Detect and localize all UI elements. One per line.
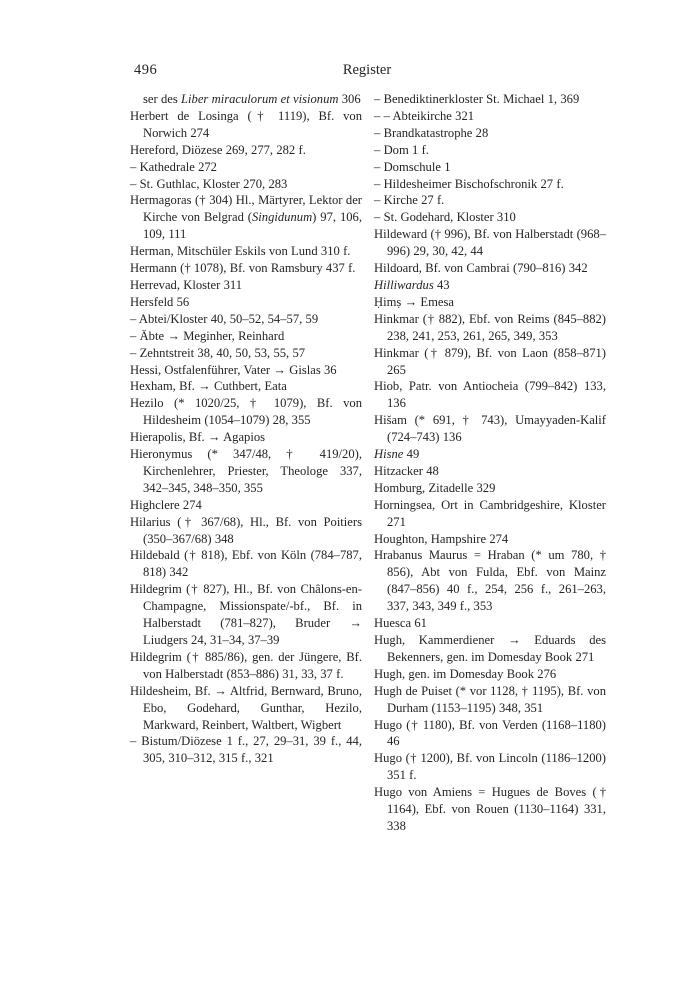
entry-text: Herman, Mitschüler Eskils von Lund 310 f. bbox=[130, 244, 351, 259]
index-entry bbox=[130, 395, 362, 429]
entry-text: Hugo von Amiens = Hugues de Boves († 1164), Ebf. von Rouen (1130–1164) 331, 338 bbox=[374, 785, 606, 833]
index-entry bbox=[374, 226, 606, 260]
index-entry bbox=[130, 176, 362, 193]
entry-text: Hitzacker 48 bbox=[374, 463, 439, 478]
index-entry bbox=[130, 142, 362, 159]
entry-text: Hildebald († 818), Ebf. von Köln (784–787, 818) 342 bbox=[130, 548, 362, 580]
entry-text: Homburg, Zitadelle 329 bbox=[374, 480, 496, 495]
index-entry bbox=[130, 277, 362, 294]
entry-text: Hildegrim († 885/86), gen. der Jüngere, Bf. von Halberstadt (853–886) 31, 33, 37 f. bbox=[130, 649, 362, 681]
index-entry bbox=[374, 463, 606, 480]
entry-text: Highclere 274 bbox=[130, 497, 202, 512]
index-entry bbox=[130, 108, 362, 142]
index-entry bbox=[130, 649, 362, 683]
entry-text: – St. Godehard, Kloster 310 bbox=[374, 210, 516, 225]
entry-text: Hrabanus Maurus = Hraban (* um 780, † 856), Abt von Fulda, Ebf. von Mainz (847–856) 40 f., 254, 256 f., 261–263, 337, 343, 349 f., 353 bbox=[374, 548, 606, 614]
entry-text: Hinkmar († 879), Bf. von Laon (858–871) 265 bbox=[374, 345, 606, 377]
index-entry bbox=[374, 497, 606, 531]
index-entry bbox=[130, 362, 362, 379]
entry-text: Houghton, Hampshire 274 bbox=[374, 531, 509, 546]
index-entry bbox=[130, 192, 362, 243]
italic-term: Liber miraculorum et visionum bbox=[181, 92, 339, 106]
index-entry bbox=[374, 683, 606, 717]
index-entry bbox=[374, 192, 606, 209]
index-entry bbox=[130, 328, 362, 345]
index-entry bbox=[130, 683, 362, 734]
italic-term: Hilliwardus bbox=[374, 277, 434, 292]
entry-text: Hugh, gen. im Domesday Book 276 bbox=[374, 666, 557, 681]
index-entry bbox=[374, 717, 606, 751]
entry-text: Hildeward († 996), Bf. von Halberstadt (968–996) 29, 30, 42, 44 bbox=[374, 227, 606, 259]
entry-text: 43 bbox=[433, 277, 450, 292]
entry-text: ser des bbox=[143, 92, 182, 106]
index-entry bbox=[374, 108, 606, 125]
index-entry bbox=[374, 176, 606, 193]
page-number: 496 bbox=[134, 62, 158, 78]
index-entry bbox=[130, 260, 362, 277]
index-entry bbox=[374, 345, 606, 379]
entry-text: Hersfeld 56 bbox=[130, 294, 190, 309]
index-entry bbox=[374, 632, 606, 666]
entry-text: – Kathedrale 272 bbox=[130, 159, 217, 174]
index-entry bbox=[130, 311, 362, 328]
entry-text: Hilarius († 367/68), Hl., Bf. von Poitiers (350–367/68) 348 bbox=[130, 514, 362, 546]
page-title: Register bbox=[342, 62, 392, 78]
entry-text: ) 97, 106, 109, 111 bbox=[143, 210, 362, 242]
index-entry bbox=[130, 514, 362, 548]
index-entry bbox=[374, 531, 606, 548]
entry-text: Herrevad, Kloster 311 bbox=[130, 277, 243, 292]
entry-text: – Hildesheimer Bischofschronik 27 f. bbox=[374, 176, 564, 191]
index-entry bbox=[374, 91, 606, 108]
index-entry bbox=[130, 547, 362, 581]
entry-text: Huesca 61 bbox=[374, 616, 427, 631]
entry-text: Ḥimṣ → Emesa bbox=[374, 294, 455, 309]
entry-text: Hereford, Diözese 269, 277, 282 f. bbox=[130, 142, 306, 157]
index-column-left bbox=[130, 91, 362, 835]
index-columns bbox=[130, 91, 606, 835]
entry-text: Hermagoras († 304) Hl., Märtyrer, Lektor der Kirche von Belgrad ( bbox=[130, 193, 362, 225]
index-entry bbox=[130, 581, 362, 649]
entry-text: Hugh, Kammerdiener → Eduards des Bekenners, gen. im Domesday Book 271 bbox=[374, 633, 606, 664]
entry-text: – Bistum/Diözese 1 f., 27, 29–31, 39 f., 44, 305, 310–312, 315 f., 321 bbox=[130, 734, 362, 766]
entry-text: – Benediktinerkloster St. Michael 1, 369 bbox=[374, 92, 580, 106]
entry-text: Hildegrim († 827), Hl., Bf. von Châlons-en-Champagne, Missionspate/-bf., Bf. in Halberstadt (781–827), Bruder → Liudgers 24, 31–34, 37–39 bbox=[130, 582, 362, 647]
index-entry bbox=[130, 243, 362, 260]
index-entry bbox=[374, 480, 606, 497]
index-entry bbox=[130, 429, 362, 446]
index-entry bbox=[374, 277, 606, 294]
italic-term: Hisne bbox=[374, 447, 404, 462]
entry-text: – St. Guthlac, Kloster 270, 283 bbox=[130, 176, 288, 191]
index-entry bbox=[374, 666, 606, 683]
entry-text: Hermann († 1078), Bf. von Ramsbury 437 f. bbox=[130, 261, 356, 276]
entry-text: Hugo († 1180), Bf. von Verden (1168–1180) 46 bbox=[374, 717, 606, 749]
entry-text: Horningsea, Ort in Cambridgeshire, Kloster 271 bbox=[374, 497, 606, 529]
index-entry bbox=[374, 294, 606, 311]
entry-text: Hišam (* 691, † 743), Umayyaden-Kalif (724–743) 136 bbox=[374, 413, 606, 445]
entry-text: Hinkmar († 882), Ebf. von Reims (845–882) 238, 241, 253, 261, 265, 349, 353 bbox=[374, 311, 606, 343]
entry-text: Hezilo (* 1020/25, † 1079), Bf. von Hildesheim (1054–1079) 28, 355 bbox=[130, 396, 362, 428]
index-entry bbox=[130, 733, 362, 767]
entry-text: – Abtei/Kloster 40, 50–52, 54–57, 59 bbox=[130, 311, 319, 326]
entry-text: – Kirche 27 f. bbox=[374, 193, 445, 208]
entry-text: 49 bbox=[403, 447, 420, 462]
index-entry bbox=[374, 260, 606, 277]
index-entry bbox=[130, 378, 362, 395]
entry-text: Hieronymus (* 347/48, † 419/20), Kirchenlehrer, Priester, Theologe 337, 342–345, 348–350, 355 bbox=[130, 447, 362, 495]
index-entry bbox=[374, 378, 606, 412]
entry-text: 306 bbox=[338, 92, 361, 106]
entry-text: – Brandkatastrophe 28 bbox=[374, 125, 489, 140]
index-entry bbox=[374, 784, 606, 835]
entry-text: – Domschule 1 bbox=[374, 159, 451, 174]
entry-text: Hessi, Ostfalenführer, Vater → Gislas 36 bbox=[130, 362, 337, 377]
index-entry bbox=[130, 294, 362, 311]
index-entry bbox=[130, 497, 362, 514]
index-entry bbox=[374, 750, 606, 784]
entry-text: Hugo († 1200), Bf. von Lincoln (1186–1200) 351 f. bbox=[374, 751, 606, 783]
index-entry bbox=[374, 446, 606, 463]
index-entry bbox=[374, 412, 606, 446]
index-entry bbox=[130, 159, 362, 176]
entry-text: Herbert de Losinga († 1119), Bf. von Norwich 274 bbox=[130, 108, 362, 140]
index-entry bbox=[374, 142, 606, 159]
index-entry bbox=[374, 311, 606, 345]
entry-text: Hiob, Patr. von Antiocheia (799–842) 133, 136 bbox=[374, 379, 606, 411]
entry-text: Hexham, Bf. → Cuthbert, Eata bbox=[130, 379, 287, 394]
entry-text: – – Abteikirche 321 bbox=[374, 108, 475, 123]
italic-term: Singidunum bbox=[252, 210, 313, 225]
index-entry bbox=[374, 209, 606, 226]
index-entry bbox=[374, 159, 606, 176]
index-entry bbox=[374, 615, 606, 632]
entry-text: – Dom 1 f. bbox=[374, 142, 429, 157]
index-entry bbox=[374, 125, 606, 142]
entry-text: Hierapolis, Bf. → Agapios bbox=[130, 430, 266, 445]
entry-text: – Äbte → Meginher, Reinhard bbox=[130, 328, 285, 343]
page-header bbox=[130, 60, 604, 80]
index-entry bbox=[130, 91, 362, 108]
entry-text: Hildoard, Bf. von Cambrai (790–816) 342 bbox=[374, 261, 588, 276]
index-entry bbox=[374, 547, 606, 615]
index-entry bbox=[130, 345, 362, 362]
index-column-right bbox=[374, 91, 606, 835]
entry-text: – Zehntstreit 38, 40, 50, 53, 55, 57 bbox=[130, 345, 306, 360]
index-entry bbox=[130, 446, 362, 497]
entry-text: Hugh de Puiset (* vor 1128, † 1195), Bf. von Durham (1153–1195) 348, 351 bbox=[374, 683, 606, 715]
entry-text: Hildesheim, Bf. → Altfrid, Bernward, Bruno, Ebo, Godehard, Gunthar, Hezilo, Markward, Reinbert, Waltbert, Wigbert bbox=[130, 683, 362, 732]
